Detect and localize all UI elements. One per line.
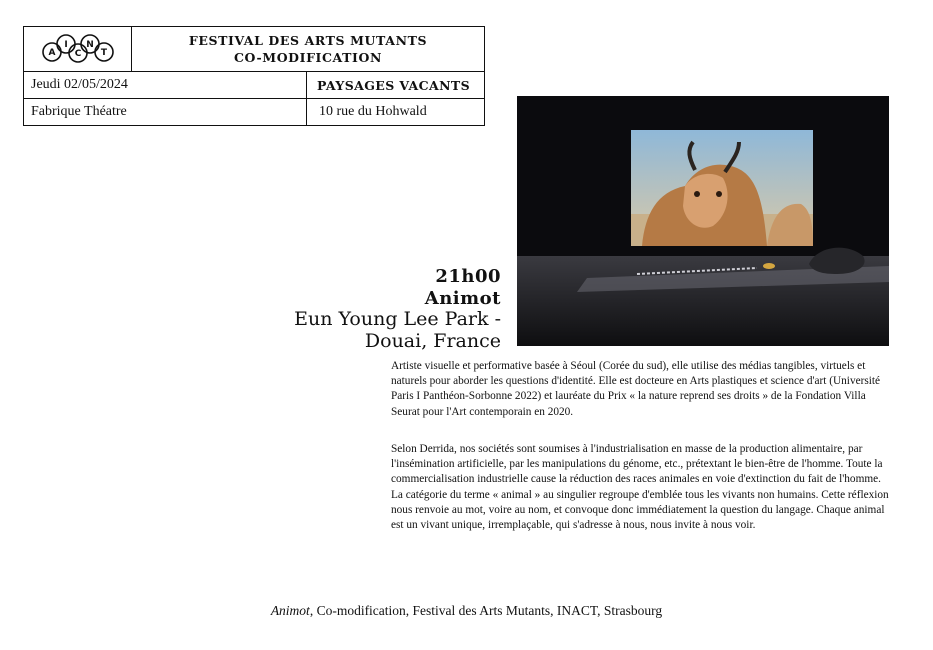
performance-photo [517,96,889,346]
festival-name [132,27,484,71]
caption-title: Animot [270,603,310,618]
logo-letter-3: A [48,48,55,58]
event-title: Animot [424,288,501,309]
venue-name: Fabrique Théatre [24,99,307,125]
logo-letter-1: I [63,40,68,50]
venue-address: 10 rue du Hohwald [319,104,427,119]
performance-photo-image [517,96,889,346]
event-time: 21h00 [435,266,501,287]
artist-name-line1: Eun Young Lee Park - [294,308,501,330]
inact-logo [24,27,132,71]
table-row-date [24,71,484,98]
event-date: Jeudi 02/05/2024 [24,72,307,98]
table-row-venue [24,98,484,125]
table-row-festival [24,27,484,71]
logo-letter-4: C [74,49,81,59]
logo-letter-2: N [85,40,94,50]
work-description-paragraph: Selon Derrida, nos sociétés sont soumises à l'industrialisation en masse de la production alimentaire, par l'insémination artificielle, par les manipulations du génome, etc., prétextant le bien-être de l'homme. Toute la commercialisation industrielle cause la réduction des races animales en voie d'extinction du fait de l'homme. La catégorie du terme « animal » au singulier regroupe d'emblée tous les vivants non humains. Cette réflexion nous renvoie au mot, voire au nom, et convoque donc immédiatement la question du langage. Chaque animal est un vivant unique, irremplaçable, qui s'adresse à nous, nous invite à nous voir. [391,443,889,532]
event-info-table [23,26,485,126]
logo-letter-5: T [100,48,107,58]
artist-location: Douai, France [364,330,501,352]
caption-details: , Co-modification, Festival des Arts Mutants, INACT, Strasbourg [309,603,663,618]
inact-logo-icon [38,32,118,66]
festival-name-line2: CO-MODIFICATION [233,50,383,65]
artist-bio-paragraph: Artiste visuelle et performative basée à Séoul (Corée du sud), elle utilise des médias tangibles, virtuels et naturels pour aborder les questions d'identité. Elle est docteure en Arts plastiques et science d'art (Université Paris I Panthéon-Sorbonne 2022) et lauréate du Prix « la nature reprend ses droits » de la Fondation Villa Seurat pour l'Art contemporain en 2020. [391,360,881,418]
program-name: PAYSAGES VACANTS [317,77,471,93]
festival-name-line1: FESTIVAL DES ARTS MUTANTS [188,33,428,48]
image-caption [0,603,933,619]
artist-name [294,308,501,352]
